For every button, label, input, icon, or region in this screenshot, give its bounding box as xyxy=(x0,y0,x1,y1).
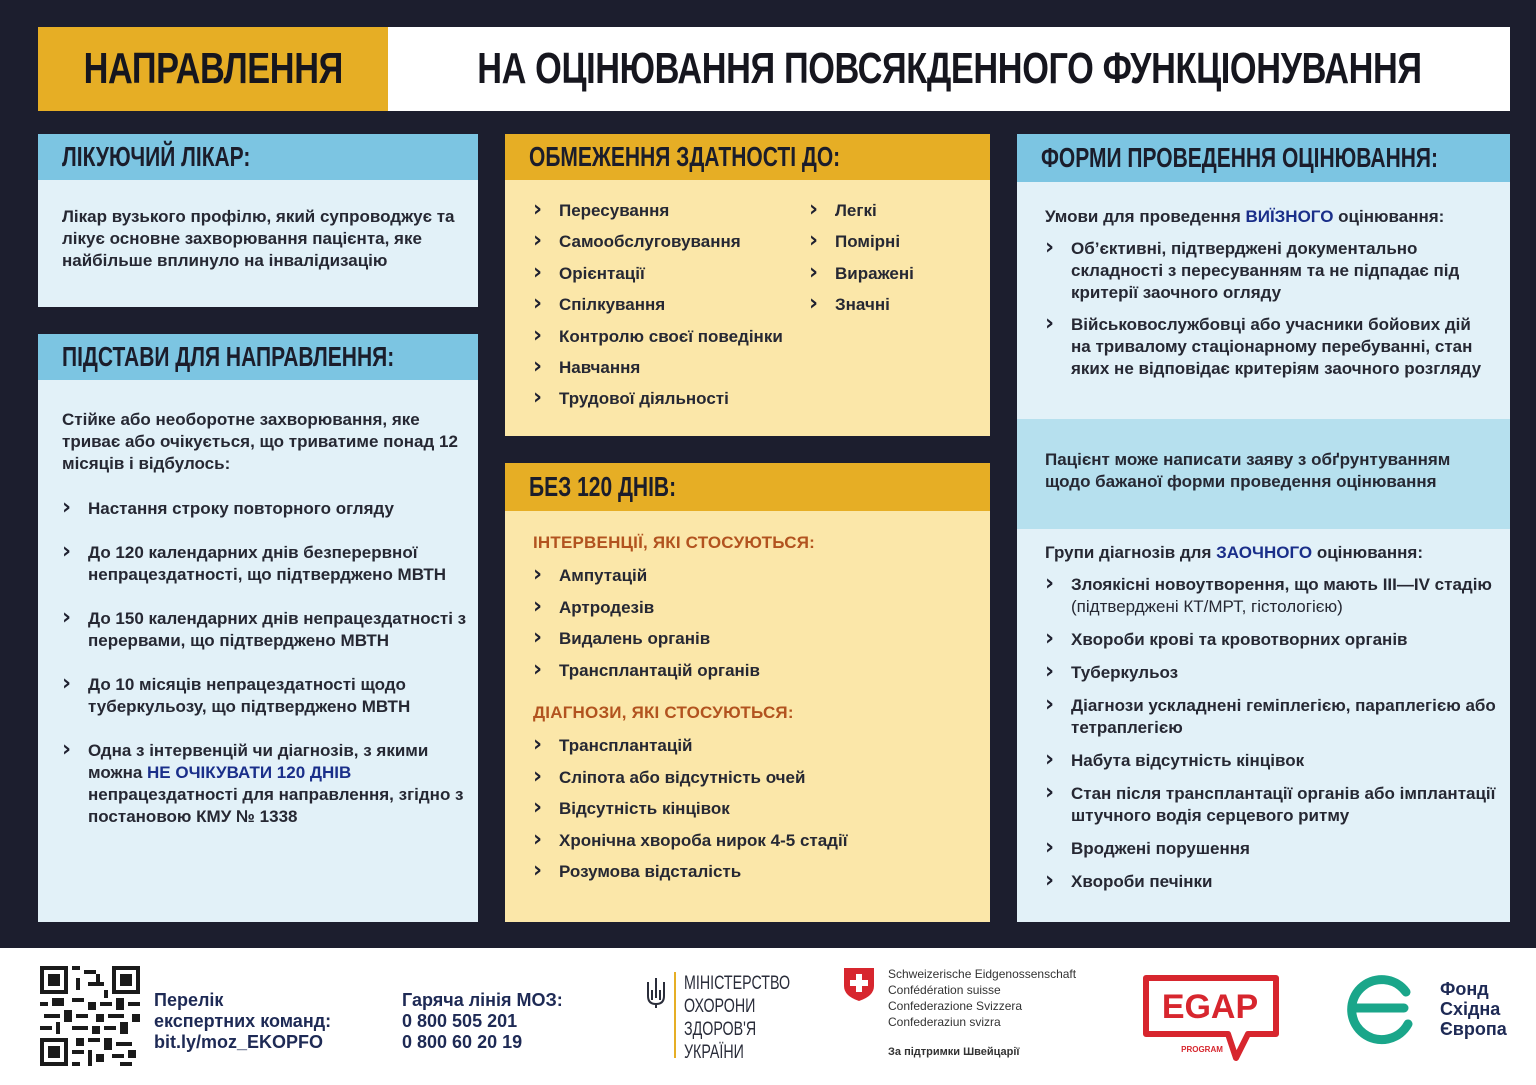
interventions-subtitle: ІНТЕРВЕНЦІЇ, ЯКІ СТОСУЮТЬСЯ: xyxy=(533,533,815,552)
ministry-divider xyxy=(674,972,676,1058)
grounds-panel xyxy=(38,334,478,922)
chevron-right-icon: › xyxy=(533,763,543,789)
list-item: › Відсутність кінцівок xyxy=(533,795,730,820)
swiss-support: За підтримки Швейцарії xyxy=(888,1046,1020,1058)
hotline-title: Гаряча лінія МОЗ: xyxy=(402,990,563,1010)
list-item: › Стан після трансплантації органів або імплантації штучного водія серцевого ритму xyxy=(1045,780,1496,825)
forms-panel-title: ФОРМИ ПРОВЕДЕННЯ ОЦІНЮВАННЯ: xyxy=(1041,142,1439,173)
egap-text: EGAP xyxy=(1161,988,1259,1026)
grounds-panel-title: ПІДСТАВИ ДЛЯ НАПРАВЛЕННЯ: xyxy=(62,341,395,372)
list-item: › Розумова відсталість xyxy=(533,858,742,883)
list-item: › Контролю своєї поведінки xyxy=(533,322,783,348)
chevron-right-icon: › xyxy=(1045,659,1055,684)
hotline-number-1[interactable]: 0 800 505 201 xyxy=(402,1011,518,1031)
list-item: › Вроджені порушення xyxy=(1045,835,1250,860)
list-item: › Помірні xyxy=(809,228,901,254)
doctor-panel-header xyxy=(38,134,478,180)
hotline-info xyxy=(402,990,563,1053)
list-item: › Орієнтації xyxy=(533,259,645,285)
remote-groups-list xyxy=(1045,571,1503,893)
header-right-block xyxy=(388,27,1510,111)
chevron-right-icon: › xyxy=(533,795,543,820)
list-item: › Злоякісні новоутворення, що мають ІІІ—IV стадію (підтверджені КТ/МРТ, гістологією) xyxy=(1045,571,1492,616)
experts-line-1: Перелік xyxy=(154,990,224,1010)
list-item: › Військовослужбовці або учасники бойових дій на тривалому стаціонарному перебуванні, стан яких не відповідає критеріям заочного розгляду xyxy=(1045,311,1482,378)
list-item: › Артродезів xyxy=(533,593,655,619)
chevron-right-icon: › xyxy=(533,385,543,411)
list-item: › Легкі xyxy=(809,197,877,222)
no120-panel-header xyxy=(505,463,990,511)
chevron-right-icon: › xyxy=(533,291,543,317)
list-item: › Трудової діяльності xyxy=(533,385,729,411)
experts-link[interactable]: bit.ly/moz_EKOPFO xyxy=(154,1032,324,1052)
qr-code[interactable] xyxy=(40,966,140,1066)
list-item: › Діагнози ускладнені геміплегією, параплегією або тетраплегією xyxy=(1045,692,1496,737)
chevron-right-icon: › xyxy=(533,197,543,222)
chevron-right-icon: › xyxy=(1045,626,1055,651)
list-item: › До 10 місяців непрацездатності щодо туберкульозу, що підтверджено МВТН xyxy=(62,671,411,716)
chevron-right-icon: › xyxy=(533,858,543,883)
chevron-right-icon: › xyxy=(533,826,543,852)
chevron-right-icon: › xyxy=(533,322,543,348)
diagnoses-subtitle: ДІАГНОЗИ, ЯКІ СТОСУЮТЬСЯ: xyxy=(533,703,794,722)
list-item: › Об’єктивні, підтверджені документально складності з пересуванням та не підпадає під критерії заочного огляду xyxy=(1045,235,1460,302)
degrees-list xyxy=(809,197,969,317)
doctor-description: Лікар вузького профілю, який супроводжує та лікує основне захворювання пацієнта, яке найбільше вплинуло на інвалідизацію xyxy=(62,207,455,270)
list-item: › Пересування xyxy=(533,197,670,222)
experts-line-2: експертних команд: xyxy=(154,1011,332,1031)
list-item: › Набута відсутність кінцівок xyxy=(1045,747,1305,772)
header-left-block xyxy=(38,27,388,111)
limits-list xyxy=(533,197,813,411)
grounds-list xyxy=(62,495,467,828)
chevron-right-icon: › xyxy=(533,656,543,682)
chevron-right-icon: › xyxy=(533,353,543,379)
list-item: › Туберкульоз xyxy=(1045,659,1179,684)
no120-panel-title: БЕЗ 120 ДНІВ: xyxy=(529,471,677,502)
header-title-right: НА ОЦІНЮВАННЯ ПОВСЯКДЕННОГО ФУНКЦІОНУВАННЯ xyxy=(476,44,1422,93)
chevron-right-icon: › xyxy=(809,197,819,222)
swiss-shield-icon xyxy=(842,966,876,1002)
list-item: › Самообслуговування xyxy=(533,228,741,254)
swiss-confederation: Schweizerische Eidgenossenschaft Confédération suisse Confederazione Svizzera Confederaziun svizra xyxy=(888,967,1077,1029)
limits-panel-title: ОБМЕЖЕННЯ ЗДАТНОСТІ ДО: xyxy=(529,141,841,172)
patient-note: Пацієнт може написати заяву з обґрунтуванням щодо бажаної форми проведення оцінювання xyxy=(1045,450,1451,491)
list-item: › Трансплантацій органів xyxy=(533,656,760,682)
hotline-number-2[interactable]: 0 800 60 20 19 xyxy=(402,1032,523,1052)
visit-conditions-list xyxy=(1045,235,1495,380)
fund-east-europe-icon xyxy=(1342,970,1422,1046)
doctor-panel xyxy=(38,134,478,307)
list-item: › Ампутацій xyxy=(533,562,648,587)
list-item: › До 150 календарних днів непрацездатності з перервами, що підтверджено МВТН xyxy=(62,605,467,650)
list-item: › Значні xyxy=(809,291,890,317)
experts-info xyxy=(154,990,331,1053)
list-item: › Хронічна хвороба нирок 4-5 стадії xyxy=(533,826,848,852)
visit-conditions-heading: Умови для проведення ВИЇЗНОГО оцінювання: xyxy=(1045,207,1445,226)
trident-icon xyxy=(644,976,668,1010)
chevron-right-icon: › xyxy=(533,593,543,619)
chevron-right-icon: › xyxy=(1045,835,1055,860)
list-item: › До 120 календарних днів безперервної непрацездатності, що підтверджено МВТН xyxy=(62,539,447,584)
grounds-panel-header xyxy=(38,334,478,380)
patient-note-band xyxy=(1017,419,1510,529)
list-item: › Навчання xyxy=(533,353,641,379)
chevron-right-icon: › xyxy=(533,259,543,285)
chevron-right-icon: › xyxy=(62,539,72,564)
fund-name: Фонд Східна Європа xyxy=(1440,979,1507,1039)
chevron-right-icon: › xyxy=(533,732,543,757)
chevron-right-icon: › xyxy=(1045,235,1055,260)
chevron-right-icon: › xyxy=(1045,868,1055,893)
chevron-right-icon: › xyxy=(62,605,72,630)
limits-panel xyxy=(505,134,990,436)
chevron-right-icon: › xyxy=(62,737,72,762)
interventions-list xyxy=(533,562,973,682)
header-title-left: НАПРАВЛЕННЯ xyxy=(83,44,343,93)
list-item: › Хвороби печінки xyxy=(1045,868,1213,893)
list-item: › Видалень органів xyxy=(533,625,711,650)
highlight-no-120-days: НЕ ОЧІКУВАТИ 120 ДНІВ xyxy=(147,763,352,782)
chevron-right-icon: › xyxy=(809,228,819,254)
ministry-name: МІНІСТЕРСТВО ОХОРОНИ ЗДОРОВ'Я УКРАЇНИ xyxy=(684,973,791,1063)
chevron-right-icon: › xyxy=(1045,571,1055,596)
highlight-remote: ЗАОЧНОГО xyxy=(1216,543,1313,562)
list-item: › Хвороби крові та кровотворних органів xyxy=(1045,626,1408,651)
chevron-right-icon: › xyxy=(809,259,819,285)
list-item: › Сліпота або відсутність очей xyxy=(533,763,806,789)
doctor-panel-title: ЛІКУЮЧИЙ ЛІКАР: xyxy=(62,141,251,172)
chevron-right-icon: › xyxy=(62,671,72,696)
list-item: › Виражені xyxy=(809,259,914,285)
forms-panel-header xyxy=(1017,134,1510,182)
list-item: › Спілкування xyxy=(533,291,666,317)
chevron-right-icon: › xyxy=(533,625,543,650)
list-item: › Настання строку повторного огляду xyxy=(62,495,394,520)
chevron-right-icon: › xyxy=(1045,747,1055,772)
list-item: › Трансплантацій xyxy=(533,732,693,757)
limits-panel-header xyxy=(505,134,990,180)
chevron-right-icon: › xyxy=(533,562,543,587)
no120-panel xyxy=(505,463,990,922)
remote-groups-heading: Групи діагнозів для ЗАОЧНОГО оцінювання: xyxy=(1045,543,1423,562)
egap-subtext: PROGRAM xyxy=(1181,1045,1223,1054)
chevron-right-icon: › xyxy=(1045,692,1055,717)
egap-logo xyxy=(1140,972,1282,1064)
chevron-right-icon: › xyxy=(1045,780,1055,805)
diagnoses-list xyxy=(533,732,973,883)
highlight-visit: ВИЇЗНОГО xyxy=(1245,207,1334,226)
chevron-right-icon: › xyxy=(62,495,72,520)
chevron-right-icon: › xyxy=(809,291,819,317)
forms-panel xyxy=(1017,134,1510,922)
chevron-right-icon: › xyxy=(533,228,543,254)
chevron-right-icon: › xyxy=(1045,311,1055,336)
list-item: › Одна з інтервенцій чи діагнозів, з якими можна НЕ ОЧІКУВАТИ 120 ДНІВ непрацездатності для направлення, згідно з постановою КМУ № 1338 xyxy=(62,737,464,826)
grounds-intro: Стійке або необоротне захворювання, яке триває або очікується, що триватиме понад 12 місяців і відбулось: xyxy=(62,410,458,473)
